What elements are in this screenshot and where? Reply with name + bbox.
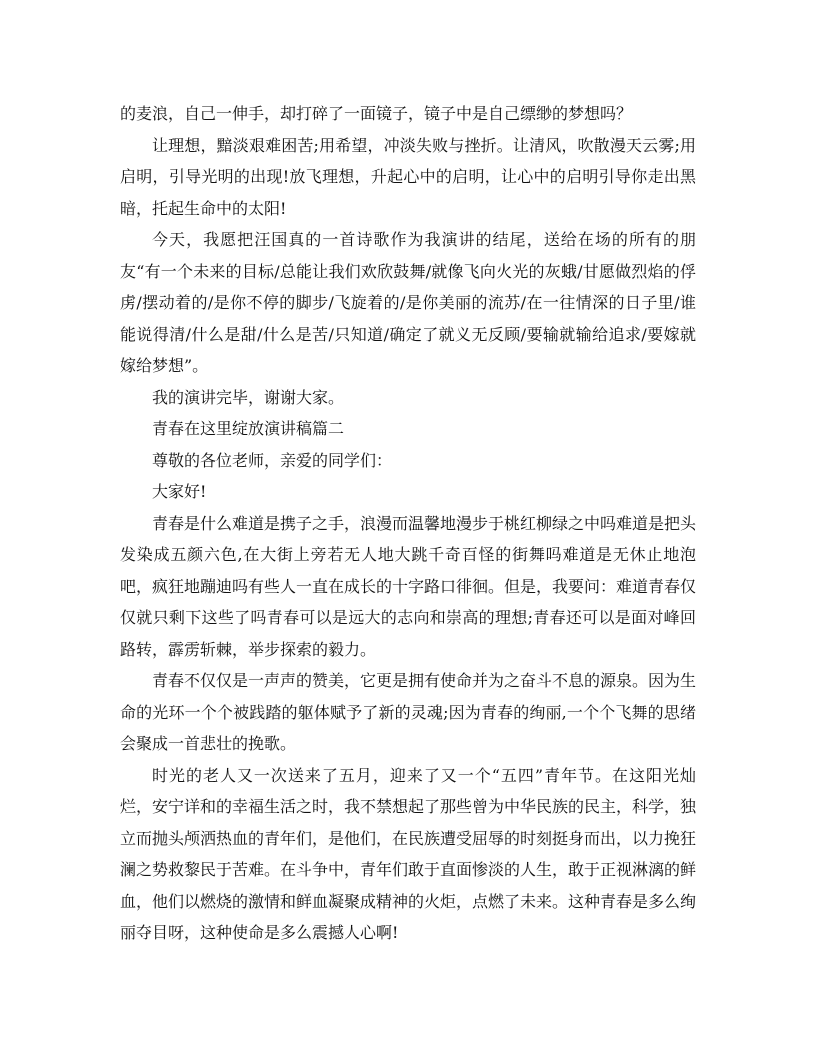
document-body — [120, 98, 696, 949]
paragraph-ideals: 让理想，黯淡艰难困苦;用希望，冲淡失败与挫折。让清风，吹散漫天云雾;用启明，引导光明的出现!放飞理想，升起心中的启明，让心中的启明引导你走出黑暗，托起生命中的太阳! — [120, 135, 696, 218]
paragraph-poem-closing: 今天，我愿把汪国真的一首诗歌作为我演讲的结尾，送给在场的所有的朋友“有一个未来的目标/总能让我们欢欣鼓舞/就像飞向火光的灰蛾/甘愿做烈焰的俘虏/摆动着的/是你不停的脚步/飞旋着的/是你美丽的流苏/在一往情深的日子里/谁能说得清/什么是甜/什么是苦/只知道/确定了就义无反顾/要输就输给追求/要嫁就嫁给梦想”。 — [120, 230, 696, 375]
paragraph-what-is-youth: 青春是什么难道是携子之手，浪漫而温馨地漫步于桃红柳绿之中吗难道是把头发染成五颜六色,在大街上旁若无人地大跳千奇百怪的街舞吗难道是无休止地泡吧，疯狂地蹦迪吗有些人一直在成长的十字路口徘徊。但是，我要问：难道青春仅仅就只剩下这些了吗青春可以是远大的志向和崇高的理想;青春还可以是面对峰回路转，霹雳斩棘，举步探索的毅力。 — [120, 513, 697, 659]
greeting: 大家好! — [152, 482, 207, 501]
paragraph-youth-mission: 青春不仅仅是一声声的赞美，它更是拥有使命并为之奋斗不息的源泉。因为生命的光环一个个被践踏的躯体赋予了新的灵魂;因为青春的绚丽,一个个飞舞的思绪会聚成一首悲壮的挽歌。 — [120, 671, 697, 753]
paragraph-continuation: 的麦浪，自己一伸手，却打碎了一面镜子，镜子中是自己缥缈的梦想吗？ — [120, 104, 633, 123]
paragraph-speech-end: 我的演讲完毕，谢谢大家。 — [152, 387, 345, 407]
section-heading: 青春在这里绽放演讲稿篇二 — [152, 419, 345, 438]
salutation: 尊敬的各位老师，亲爱的同学们： — [152, 450, 393, 470]
paragraph-may-fourth: 时光的老人又一次送来了五月，迎来了又一个“五四”青年节。在这阳光灿烂，安宁详和的幸福生活之时，我不禁想起了那些曾为中华民族的民主，科学，独立而抛头颅洒热血的青年们，是他们，在民族遭受屈辱的时刻挺身而出，以力挽狂澜之势救黎民于苦难。在斗争中，青年们敢于直面惨淡的人生，敢于正视淋漓的鲜血，他们以燃烧的激情和鲜血凝聚成精神的火炬，点燃了未来。这种青春是多么绚丽夺目呀，这种使命是多么震撼人心啊! — [120, 765, 697, 942]
